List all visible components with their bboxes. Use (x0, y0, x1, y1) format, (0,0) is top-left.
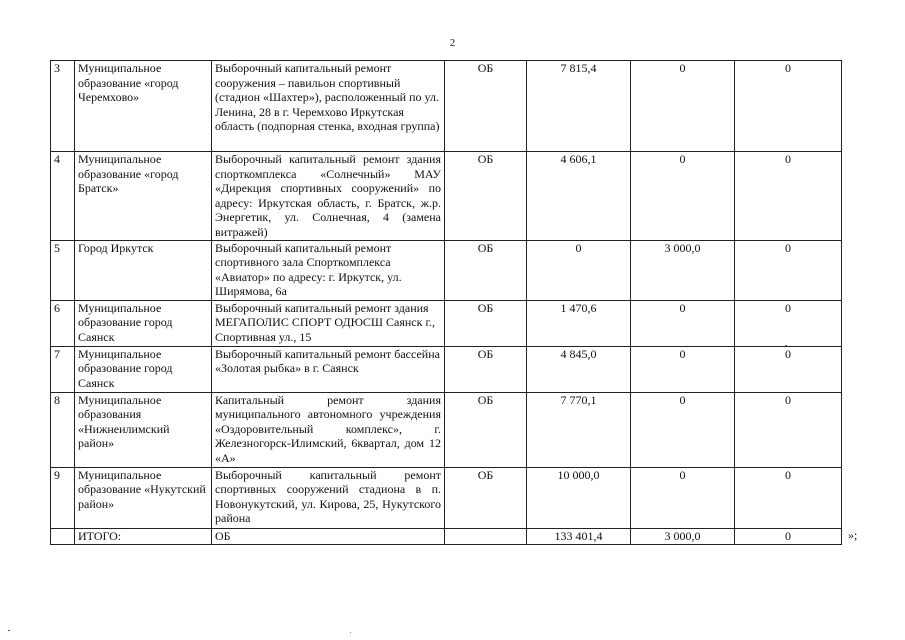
row-number: 8 (51, 392, 75, 467)
value3-cell: 0 (735, 467, 842, 528)
scan-dot (785, 345, 787, 347)
table-row (51, 467, 842, 528)
municipality-cell: Муниципальное образование город Саянск (75, 346, 212, 392)
table-row (51, 392, 842, 467)
table-row (51, 346, 842, 392)
description-cell: Выборочный капитальный ремонт бассейна «Золотая рыбка» в г. Саянск (212, 346, 445, 392)
row-number: 9 (51, 467, 75, 528)
value2-cell: 0 (631, 300, 735, 346)
description-cell: Выборочный капитальный ремонт здания МЕГАПОЛИС СПОРТ ОДЮСШ Саянск г., Спортивная ул., 15 (212, 300, 445, 346)
municipality-cell: Муниципальное образование город Саянск (75, 300, 212, 346)
row-number: 7 (51, 346, 75, 392)
table-row (51, 152, 842, 241)
value3-cell: 0 (735, 152, 842, 241)
description-cell: Выборочный капитальный ремонт спортивного зала Спорткомплекса «Авиатор» по адресу: г. Иркутск, ул. Ширямова, 6а (212, 240, 445, 300)
row-number: 4 (51, 152, 75, 241)
value1-cell: 10 000,0 (527, 467, 631, 528)
value3-cell: 0 (735, 346, 842, 392)
table-row (51, 300, 842, 346)
municipality-cell: Муниципальное образование «город Братск» (75, 152, 212, 241)
value2-cell: 0 (631, 61, 735, 152)
value1-cell: 0 (527, 240, 631, 300)
value2-cell: 0 (631, 346, 735, 392)
value1-cell: 4 845,0 (527, 346, 631, 392)
budget-cell: ОБ (445, 392, 527, 467)
total-number-cell (51, 528, 75, 544)
total-row (51, 528, 842, 544)
scan-mark (350, 632, 351, 633)
budget-cell: ОБ (445, 61, 527, 152)
municipality-cell: Муниципальное образование «город Черемхово» (75, 61, 212, 152)
scan-mark (8, 630, 10, 631)
table-row (51, 61, 842, 152)
description-cell: Выборочный капитальный ремонт спортивных сооружений стадиона в п. Новонукутский, ул. Кирова, 25, Нукутского района (212, 467, 445, 528)
value2-cell: 0 (631, 467, 735, 528)
budget-cell: ОБ (445, 467, 527, 528)
row-number: 6 (51, 300, 75, 346)
closing-quote: »; (848, 528, 858, 542)
value2-cell: 0 (631, 392, 735, 467)
municipality-cell: Муниципальное образование «Нукутский район» (75, 467, 212, 528)
description-cell: Выборочный капитальный ремонт здания спорткомплекса «Солнечный» МАУ «Дирекция спортивных сооружений» по адресу: Иркутская область, г. Братск, ж.р. Энергетик, ул. Солнечная, 4 (замена витражей) (212, 152, 445, 241)
value3-cell: 0 (735, 392, 842, 467)
value1-cell: 4 606,1 (527, 152, 631, 241)
budget-cell: ОБ (445, 346, 527, 392)
table-row (51, 240, 842, 300)
row-number: 3 (51, 61, 75, 152)
total-label: ИТОГО: (75, 528, 212, 544)
row-number: 5 (51, 240, 75, 300)
description-cell: Капитальный ремонт здания муниципального автономного учреждения «Оздоровительный комплекс», г. Железногорск-Илимский, 6квартал, дом 12 «А» (212, 392, 445, 467)
value2-cell: 3 000,0 (631, 240, 735, 300)
total-budget: ОБ (212, 528, 445, 544)
value1-cell: 7 815,4 (527, 61, 631, 152)
value1-cell: 7 770,1 (527, 392, 631, 467)
value3-cell: 0 (735, 240, 842, 300)
budget-cell: ОБ (445, 240, 527, 300)
value2-cell: 0 (631, 152, 735, 241)
funding-table (50, 60, 842, 545)
description-cell: Выборочный капитальный ремонт сооружения – павильон спортивный (стадион «Шахтер»), расположенный по ул. Ленина, 28 в г. Черемхово Иркутская область (подпорная стенка, входная группа) (212, 61, 445, 152)
total-empty-cell (445, 528, 527, 544)
page-number: 2 (449, 37, 456, 49)
total-value1: 133 401,4 (527, 528, 631, 544)
municipality-cell: Муниципальное образования «Нижнеилимский район» (75, 392, 212, 467)
budget-cell: ОБ (445, 152, 527, 241)
total-value3: 0 (735, 528, 842, 544)
value3-cell: 0 (735, 300, 842, 346)
value3-cell: 0 (735, 61, 842, 152)
municipality-cell: Город Иркутск (75, 240, 212, 300)
value1-cell: 1 470,6 (527, 300, 631, 346)
total-value2: 3 000,0 (631, 528, 735, 544)
budget-cell: ОБ (445, 300, 527, 346)
